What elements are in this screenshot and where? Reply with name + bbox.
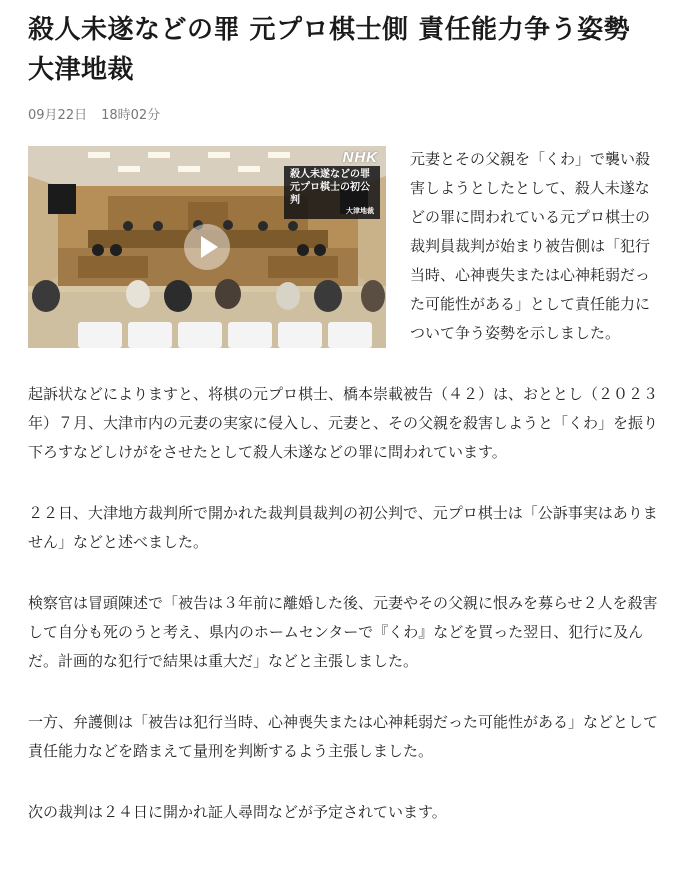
lead-section [28, 146, 662, 348]
video-caption-location: 大津地裁 [346, 207, 374, 215]
body-paragraph-2: ２２日、大津地方裁判所で開かれた裁判員裁判の初公判で、元プロ棋士は「公訴事実はありません」などと述べました。 [28, 504, 658, 551]
body-paragraph-4: 一方、弁護側は「被告は犯行当時、心神喪失または心神耗弱だった可能性がある」などとして責任能力などを踏まえて量刑を判断するよう主張しました。 [28, 713, 659, 760]
article-date: 09月22日 [28, 108, 88, 123]
body-paragraph-5: 次の裁判は２４日に開かれ証人尋問などが予定されています。 [28, 803, 447, 821]
play-button[interactable] [184, 224, 230, 270]
article-dateline [28, 104, 662, 122]
body-paragraph-3: 検察官は冒頭陳述で「被告は３年前に離婚した後、元妻やその父親に恨みを募らせ２人を殺害して自分も死のうと考え、県内のホームセンターで『くわ』などを買った翌日、犯行に及んだ。計画的な犯行で結果は重大だ」などと主張しました。 [28, 594, 658, 670]
video-player[interactable] [28, 146, 386, 348]
body-paragraph-1: 起訴状などによりますと、将棋の元プロ棋士、橋本崇載被告（４２）は、おととし（２０２３年）７月、大津市内の元妻の実家に侵入し、元妻と、その父親を殺害しようと「くわ」を振り下ろすなどしけがをさせたとして殺人未遂などの罪に問われています。 [28, 385, 659, 461]
article-time: 18時02分 [101, 108, 161, 123]
nhk-logo: NHK [342, 149, 378, 166]
article-title: 殺人未遂などの罪 元プロ棋士側 責任能力争う姿勢 大津地裁 [28, 15, 631, 85]
video-caption-line2: 元プロ棋士の初公判 [290, 182, 370, 206]
play-icon [201, 236, 218, 258]
video-caption [284, 166, 380, 219]
lead-paragraph: 元妻とその父親を「くわ」で襲い殺害しようとしたとして、殺人未遂などの罪に問われている元プロ棋士の裁判員裁判が始まり被告側は「犯行当時、心神喪失または心神耗弱だった可能性がある」として責任能力について争う姿勢を示しました。 [410, 150, 651, 342]
video-caption-line1: 殺人未遂などの罪 [290, 169, 370, 180]
